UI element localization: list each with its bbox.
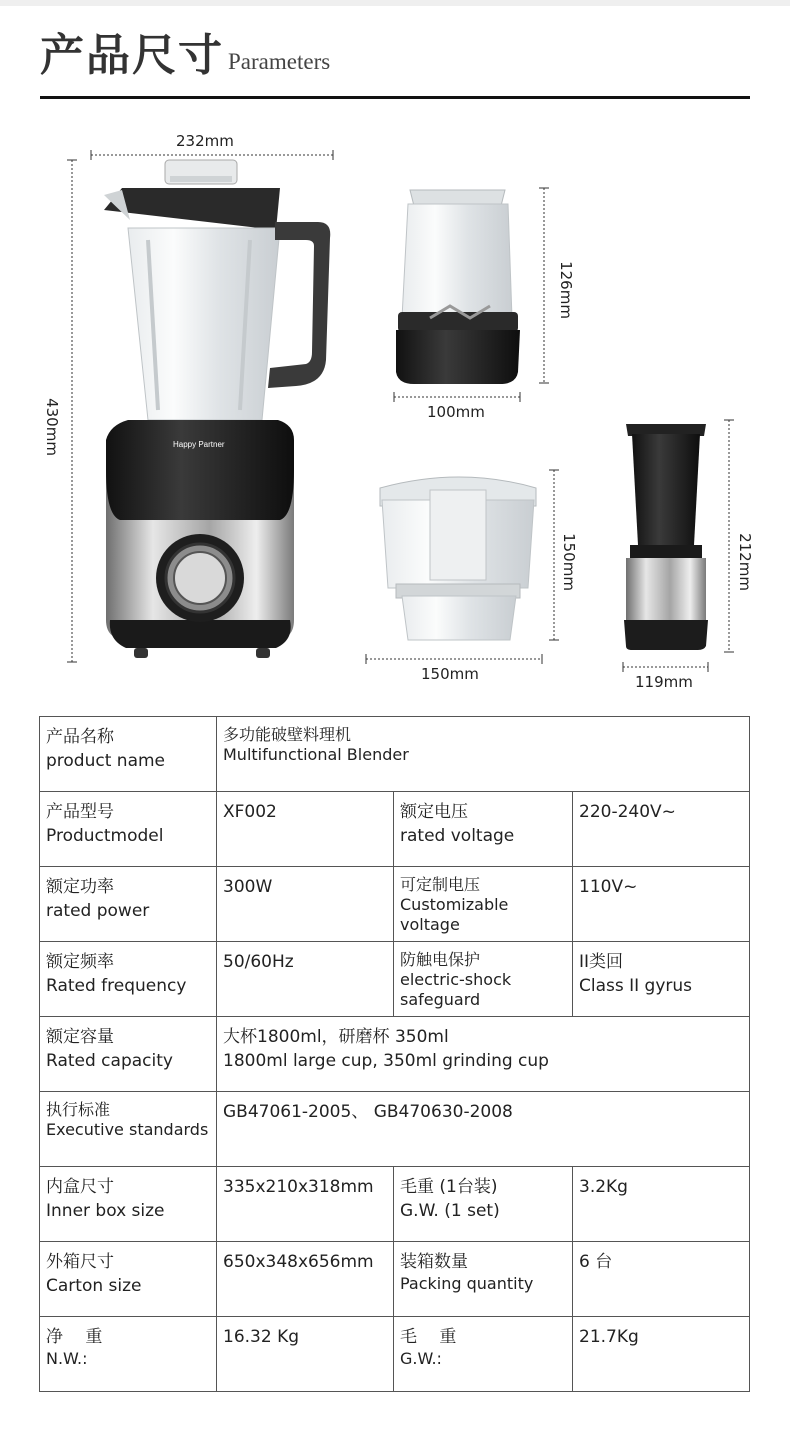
label-shock-protection [394, 942, 573, 1017]
value-cn: II类回 [579, 952, 624, 972]
label-cn: 产品型号 [46, 802, 114, 822]
blender-height-label: 430mm [42, 398, 61, 456]
label-en: Rated capacity [46, 1051, 173, 1071]
table-row-carton [40, 1242, 750, 1317]
label-cn: 额定电压 [400, 802, 468, 822]
label-carton [40, 1242, 217, 1317]
label-en: Carton size [46, 1276, 142, 1296]
label-custom-voltage [394, 867, 573, 942]
value-custom-voltage: 110V~ [573, 867, 750, 942]
label-gross-weight [394, 1317, 573, 1392]
label-product-name [40, 717, 217, 792]
value-model: XF002 [217, 792, 394, 867]
label-cn: 内盒尺寸 [46, 1177, 114, 1197]
label-cn: 毛重 (1台装) [400, 1177, 498, 1197]
title-underline [40, 96, 750, 99]
blender-height-dimension-line [67, 160, 77, 662]
label-en: G.W.: [400, 1349, 442, 1368]
label-cn: 可定制电压 [400, 875, 481, 894]
label-cn: 额定容量 [46, 1027, 114, 1047]
label-en: Inner box size [46, 1201, 165, 1221]
label-cn: 执行标准 [46, 1100, 111, 1119]
label-en: product name [46, 751, 165, 771]
value-cn: 大杯1800ml，研磨杯 350ml [223, 1027, 449, 1047]
juicer-height-label: 212mm [735, 533, 754, 591]
product-illustration [0, 120, 790, 700]
label-en: electric-shock safeguard [400, 970, 512, 1009]
table-row-product-name [40, 717, 750, 792]
title-en: Parameters [228, 49, 331, 74]
label-gross-weight-1 [394, 1167, 573, 1242]
value-power: 300W [217, 867, 394, 942]
label-frequency [40, 942, 217, 1017]
label-cn: 毛 重 [400, 1327, 457, 1347]
table-row-capacity [40, 1017, 750, 1092]
value-inner-box: 335x210x318mm [217, 1167, 394, 1242]
label-inner-box [40, 1167, 217, 1242]
value-cn: 多功能破壁料理机 [223, 725, 352, 744]
chopper-image [380, 477, 536, 640]
spec-table [39, 716, 750, 1392]
table-row-power [40, 867, 750, 942]
juicer-height-dimension-line [724, 420, 734, 652]
blender-width-dimension-line [91, 150, 333, 160]
label-cn: 外箱尺寸 [46, 1252, 114, 1272]
value-packing: 6 台 [573, 1242, 750, 1317]
table-row-standards [40, 1092, 750, 1167]
table-row-frequency [40, 942, 750, 1017]
value-standards: GB47061-2005、 GB470630-2008 [217, 1092, 750, 1167]
value-gross-weight-1: 3.2Kg [573, 1167, 750, 1242]
label-model [40, 792, 217, 867]
label-en: G.W. (1 set) [400, 1201, 500, 1221]
value-en: Class II gyrus [579, 976, 693, 996]
page-title [40, 22, 330, 82]
table-row-model [40, 792, 750, 867]
juicer-width-label: 119mm [635, 673, 693, 691]
table-row-inner-box [40, 1167, 750, 1242]
value-frequency: 50/60Hz [217, 942, 394, 1017]
value-voltage: 220-240V~ [573, 792, 750, 867]
juicer-width-dimension-line [623, 662, 708, 672]
value-shock-protection [573, 942, 750, 1017]
grinder-width-dimension-line [394, 392, 520, 402]
label-en: rated power [46, 901, 150, 921]
label-power [40, 867, 217, 942]
value-product-name [217, 717, 750, 792]
table-row-net-weight [40, 1317, 750, 1392]
label-cn: 防触电保护 [400, 950, 481, 969]
chopper-height-label: 150mm [559, 533, 578, 591]
value-capacity [217, 1017, 750, 1092]
label-voltage [394, 792, 573, 867]
grinder-height-label: 126mm [556, 261, 575, 319]
chopper-width-label: 150mm [421, 665, 479, 683]
label-standards [40, 1092, 217, 1167]
label-cn: 额定功率 [46, 877, 114, 897]
label-cn: 产品名称 [46, 727, 114, 747]
label-cn: 装箱数量 [400, 1252, 468, 1272]
label-capacity [40, 1017, 217, 1092]
chopper-height-dimension-line [549, 470, 559, 640]
label-en: Productmodel [46, 826, 164, 846]
label-en: N.W.: [46, 1349, 88, 1368]
value-en: 1800ml large cup, 350ml grinding cup [223, 1051, 549, 1071]
title-cn: 产品尺寸 [40, 30, 224, 81]
label-en: Executive standards [46, 1120, 209, 1139]
juicer-image [624, 424, 708, 650]
value-carton: 650x348x656mm [217, 1242, 394, 1317]
brand-logo-text: Happy Partner [173, 440, 225, 449]
value-en: Multifunctional Blender [223, 745, 409, 764]
label-cn: 额定频率 [46, 952, 114, 972]
grinder-cup-image [396, 190, 520, 384]
blender-width-label: 232mm [176, 132, 234, 150]
top-divider [0, 0, 790, 6]
label-en: Customizable voltage [400, 895, 509, 934]
label-packing [394, 1242, 573, 1317]
value-net-weight: 16.32 Kg [217, 1317, 394, 1392]
label-net-weight [40, 1317, 217, 1392]
chopper-width-dimension-line [366, 654, 542, 664]
blender-image [104, 160, 330, 658]
grinder-height-dimension-line [539, 188, 549, 383]
grinder-width-label: 100mm [427, 403, 485, 421]
label-en: Rated frequency [46, 976, 187, 996]
value-gross-weight: 21.7Kg [573, 1317, 750, 1392]
label-en: Packing quantity [400, 1274, 534, 1293]
label-cn: 净 重 [46, 1327, 103, 1347]
label-en: rated voltage [400, 826, 515, 846]
